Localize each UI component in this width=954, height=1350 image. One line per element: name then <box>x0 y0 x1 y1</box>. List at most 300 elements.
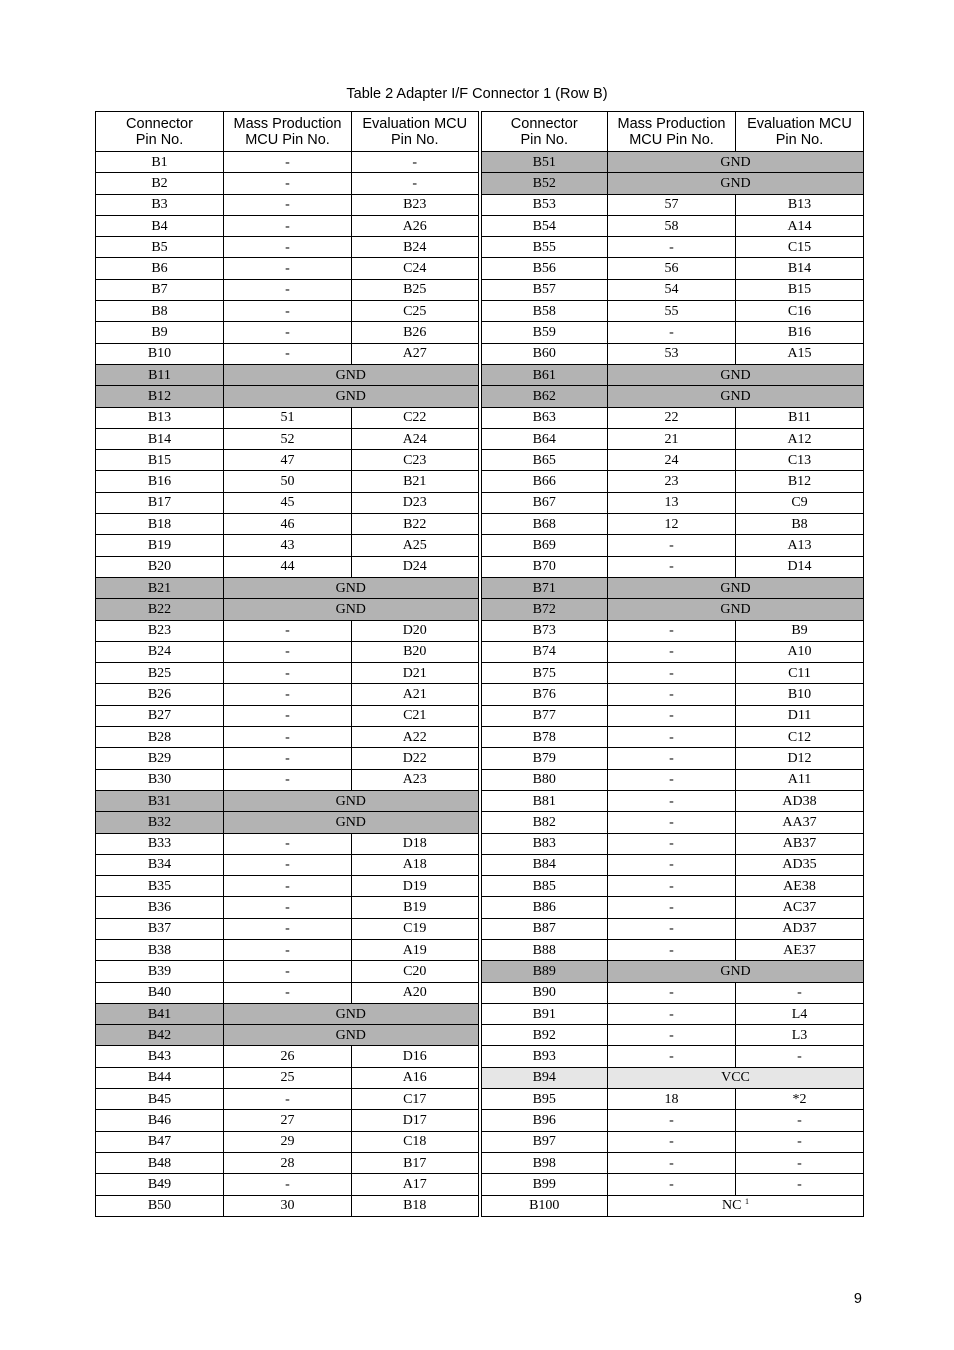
connector-pin-cell: B8 <box>96 301 224 322</box>
mass-production-pin-cell: - <box>608 237 736 258</box>
connector-pin-cell: B90 <box>480 982 608 1003</box>
mass-production-pin-cell: - <box>224 279 352 300</box>
table-row <box>96 279 864 300</box>
connector-pin-cell: B87 <box>480 918 608 939</box>
mass-production-pin-cell: - <box>224 322 352 343</box>
evaluation-mcu-pin-cell: B26 <box>352 322 480 343</box>
connector-pin-cell: B35 <box>96 876 224 897</box>
mass-production-pin-cell: - <box>608 939 736 960</box>
mass-production-pin-cell: - <box>224 684 352 705</box>
mass-production-pin-cell: 46 <box>224 514 352 535</box>
evaluation-mcu-pin-cell: D16 <box>352 1046 480 1067</box>
evaluation-mcu-pin-cell: C9 <box>736 492 864 513</box>
mass-production-pin-cell: - <box>224 258 352 279</box>
connector-pin-cell: B25 <box>96 663 224 684</box>
mass-production-pin-cell: 45 <box>224 492 352 513</box>
connector-pin-cell: B32 <box>96 812 224 833</box>
ground-span-cell: GND <box>224 1025 480 1046</box>
table-row <box>96 343 864 364</box>
mass-production-pin-cell: - <box>224 982 352 1003</box>
connector-pin-cell: B64 <box>480 428 608 449</box>
mass-production-pin-cell: 51 <box>224 407 352 428</box>
mass-production-pin-cell: - <box>608 769 736 790</box>
connector-pin-cell: B24 <box>96 641 224 662</box>
connector-pin-cell: B6 <box>96 258 224 279</box>
header-evaluation-mcu-right: Evaluation MCU Pin No. <box>736 112 864 152</box>
mass-production-pin-cell: 22 <box>608 407 736 428</box>
table-row <box>96 1089 864 1110</box>
mass-production-pin-cell: - <box>224 854 352 875</box>
connector-pin-cell: B78 <box>480 727 608 748</box>
connector-pin-cell: B89 <box>480 961 608 982</box>
connector-pin-cell: B84 <box>480 854 608 875</box>
connector-pin-cell: B80 <box>480 769 608 790</box>
mass-production-pin-cell: - <box>608 641 736 662</box>
connector-pin-cell: B42 <box>96 1025 224 1046</box>
header-evaluation-mcu-left: Evaluation MCU Pin No. <box>352 112 480 152</box>
table-row <box>96 407 864 428</box>
table-row <box>96 1195 864 1216</box>
header-connector-pin-right: Connector Pin No. <box>480 112 608 152</box>
mass-production-pin-cell: - <box>608 876 736 897</box>
evaluation-mcu-pin-cell: C19 <box>352 918 480 939</box>
evaluation-mcu-pin-cell: C25 <box>352 301 480 322</box>
connector-pin-cell: B58 <box>480 301 608 322</box>
evaluation-mcu-pin-cell: - <box>736 1152 864 1173</box>
mass-production-pin-cell: - <box>224 769 352 790</box>
evaluation-mcu-pin-cell: B8 <box>736 514 864 535</box>
evaluation-mcu-pin-cell: D11 <box>736 705 864 726</box>
evaluation-mcu-pin-cell: D20 <box>352 620 480 641</box>
mass-production-pin-cell: - <box>608 705 736 726</box>
ground-span-cell: GND <box>224 812 480 833</box>
evaluation-mcu-pin-cell: L3 <box>736 1025 864 1046</box>
connector-pin-cell: B39 <box>96 961 224 982</box>
connector-pin-cell: B46 <box>96 1110 224 1131</box>
table-row <box>96 535 864 556</box>
connector-pin-cell: B38 <box>96 939 224 960</box>
mass-production-pin-cell: - <box>224 343 352 364</box>
table-row <box>96 727 864 748</box>
table-row <box>96 854 864 875</box>
mass-production-pin-cell: - <box>608 982 736 1003</box>
evaluation-mcu-pin-cell: C13 <box>736 450 864 471</box>
mass-production-pin-cell: - <box>608 1152 736 1173</box>
evaluation-mcu-pin-cell: B16 <box>736 322 864 343</box>
table-row <box>96 1131 864 1152</box>
connector-pin-cell: B33 <box>96 833 224 854</box>
mass-production-pin-cell: - <box>608 535 736 556</box>
evaluation-mcu-pin-cell: C11 <box>736 663 864 684</box>
mass-production-pin-cell: - <box>608 556 736 577</box>
connector-pin-cell: B3 <box>96 194 224 215</box>
connector-pin-cell: B14 <box>96 428 224 449</box>
mass-production-pin-cell: - <box>224 748 352 769</box>
evaluation-mcu-pin-cell: C22 <box>352 407 480 428</box>
evaluation-mcu-pin-cell: - <box>736 1110 864 1131</box>
mass-production-pin-cell: - <box>224 705 352 726</box>
connector-pin-cell: B74 <box>480 641 608 662</box>
evaluation-mcu-pin-cell: AB37 <box>736 833 864 854</box>
connector-pin-cell: B95 <box>480 1089 608 1110</box>
connector-pin-cell: B55 <box>480 237 608 258</box>
evaluation-mcu-pin-cell: D24 <box>352 556 480 577</box>
table-row <box>96 1110 864 1131</box>
connector-pin-cell: B86 <box>480 897 608 918</box>
connector-pin-cell: B53 <box>480 194 608 215</box>
evaluation-mcu-pin-cell: B20 <box>352 641 480 662</box>
connector-pin-cell: B20 <box>96 556 224 577</box>
connector-pin-cell: B56 <box>480 258 608 279</box>
evaluation-mcu-pin-cell: A13 <box>736 535 864 556</box>
connector-pin-cell: B61 <box>480 364 608 385</box>
evaluation-mcu-pin-cell: A12 <box>736 428 864 449</box>
connector-pin-cell: B47 <box>96 1131 224 1152</box>
mass-production-pin-cell: - <box>608 620 736 641</box>
connector-pin-cell: B45 <box>96 1089 224 1110</box>
connector-pin-cell: B11 <box>96 364 224 385</box>
mass-production-pin-cell: - <box>224 641 352 662</box>
footnote-marker: 1 <box>744 1197 749 1207</box>
table-row <box>96 173 864 194</box>
mass-production-pin-cell: 12 <box>608 514 736 535</box>
evaluation-mcu-pin-cell: B11 <box>736 407 864 428</box>
connector-pin-cell: B93 <box>480 1046 608 1067</box>
table-row <box>96 769 864 790</box>
connector-pin-cell: B77 <box>480 705 608 726</box>
evaluation-mcu-pin-cell: A11 <box>736 769 864 790</box>
mass-production-pin-cell: - <box>608 748 736 769</box>
evaluation-mcu-pin-cell: AD38 <box>736 790 864 811</box>
evaluation-mcu-pin-cell: A25 <box>352 535 480 556</box>
mass-production-pin-cell: - <box>608 727 736 748</box>
evaluation-mcu-pin-cell: A10 <box>736 641 864 662</box>
evaluation-mcu-pin-cell: - <box>352 173 480 194</box>
mass-production-pin-cell: - <box>224 961 352 982</box>
evaluation-mcu-pin-cell: B10 <box>736 684 864 705</box>
mass-production-pin-cell: 44 <box>224 556 352 577</box>
evaluation-mcu-pin-cell: A27 <box>352 343 480 364</box>
connector-pin-cell: B62 <box>480 386 608 407</box>
mass-production-pin-cell: - <box>224 663 352 684</box>
connector-pin-cell: B23 <box>96 620 224 641</box>
evaluation-mcu-pin-cell: C15 <box>736 237 864 258</box>
evaluation-mcu-pin-cell: C12 <box>736 727 864 748</box>
evaluation-mcu-pin-cell: C20 <box>352 961 480 982</box>
connector-pin-cell: B59 <box>480 322 608 343</box>
mass-production-pin-cell: 26 <box>224 1046 352 1067</box>
connector-pin-cell: B18 <box>96 514 224 535</box>
connector-pin-cell: B16 <box>96 471 224 492</box>
table-row <box>96 918 864 939</box>
connector-pin-cell: B88 <box>480 939 608 960</box>
mass-production-pin-cell: 53 <box>608 343 736 364</box>
connector-pin-cell: B79 <box>480 748 608 769</box>
mass-production-pin-cell: 21 <box>608 428 736 449</box>
mass-production-pin-cell: - <box>608 1174 736 1195</box>
nc-span-cell <box>608 1195 864 1216</box>
evaluation-mcu-pin-cell: C16 <box>736 301 864 322</box>
evaluation-mcu-pin-cell: A19 <box>352 939 480 960</box>
table-row <box>96 982 864 1003</box>
evaluation-mcu-pin-cell: B23 <box>352 194 480 215</box>
connector-pin-cell: B9 <box>96 322 224 343</box>
evaluation-mcu-pin-cell: - <box>736 1174 864 1195</box>
evaluation-mcu-pin-cell: C18 <box>352 1131 480 1152</box>
connector-pin-cell: B7 <box>96 279 224 300</box>
ground-span-cell: GND <box>224 790 480 811</box>
mass-production-pin-cell: - <box>224 939 352 960</box>
mass-production-pin-cell: - <box>608 812 736 833</box>
table-row <box>96 748 864 769</box>
connector-pin-cell: B2 <box>96 173 224 194</box>
page-number: 9 <box>853 1291 862 1307</box>
evaluation-mcu-pin-cell: B18 <box>352 1195 480 1216</box>
header-mass-production-right: Mass Production MCU Pin No. <box>608 112 736 152</box>
evaluation-mcu-pin-cell: D14 <box>736 556 864 577</box>
connector-pin-cell: B81 <box>480 790 608 811</box>
table-row <box>96 1046 864 1067</box>
connector-pin-cell: B54 <box>480 215 608 236</box>
evaluation-mcu-pin-cell: B14 <box>736 258 864 279</box>
evaluation-mcu-pin-cell: B19 <box>352 897 480 918</box>
mass-production-pin-cell: 57 <box>608 194 736 215</box>
connector-pin-cell: B60 <box>480 343 608 364</box>
mass-production-pin-cell: - <box>608 897 736 918</box>
table-row <box>96 322 864 343</box>
connector-pin-cell: B34 <box>96 854 224 875</box>
connector-pin-cell: B36 <box>96 897 224 918</box>
connector-pin-cell: B1 <box>96 152 224 173</box>
mass-production-pin-cell: 28 <box>224 1152 352 1173</box>
mass-production-pin-cell: - <box>224 301 352 322</box>
evaluation-mcu-pin-cell: D17 <box>352 1110 480 1131</box>
ground-span-cell: GND <box>224 364 480 385</box>
connector-pin-cell: B29 <box>96 748 224 769</box>
power-span-cell: VCC <box>608 1067 864 1088</box>
table-row <box>96 599 864 620</box>
connector-pin-cell: B99 <box>480 1174 608 1195</box>
table-row <box>96 961 864 982</box>
evaluation-mcu-pin-cell: *2 <box>736 1089 864 1110</box>
evaluation-mcu-pin-cell: - <box>736 982 864 1003</box>
mass-production-pin-cell: 56 <box>608 258 736 279</box>
table-row <box>96 641 864 662</box>
ground-span-cell: GND <box>224 386 480 407</box>
evaluation-mcu-pin-cell: C23 <box>352 450 480 471</box>
mass-production-pin-cell: 30 <box>224 1195 352 1216</box>
mass-production-pin-cell: - <box>608 854 736 875</box>
ground-span-cell: GND <box>608 364 864 385</box>
table-row <box>96 215 864 236</box>
connector-pin-cell: B28 <box>96 727 224 748</box>
connector-pin-cell: B44 <box>96 1067 224 1088</box>
evaluation-mcu-pin-cell: C17 <box>352 1089 480 1110</box>
connector-pin-cell: B4 <box>96 215 224 236</box>
connector-pin-cell: B98 <box>480 1152 608 1173</box>
connector-pin-cell: B26 <box>96 684 224 705</box>
evaluation-mcu-pin-cell: A26 <box>352 215 480 236</box>
connector-pin-cell: B100 <box>480 1195 608 1216</box>
mass-production-pin-cell: 29 <box>224 1131 352 1152</box>
connector-pin-cell: B21 <box>96 577 224 598</box>
connector-pin-cell: B50 <box>96 1195 224 1216</box>
connector-pin-cell: B19 <box>96 535 224 556</box>
mass-production-pin-cell: - <box>608 1003 736 1024</box>
connector-pin-cell: B65 <box>480 450 608 471</box>
table-caption: Table 2 Adapter I/F Connector 1 (Row B) <box>346 86 608 102</box>
mass-production-pin-cell: - <box>224 173 352 194</box>
evaluation-mcu-pin-cell: B17 <box>352 1152 480 1173</box>
mass-production-pin-cell: - <box>224 727 352 748</box>
table-row <box>96 812 864 833</box>
ground-span-cell: GND <box>224 577 480 598</box>
evaluation-mcu-pin-cell: - <box>736 1046 864 1067</box>
ground-span-cell: GND <box>608 386 864 407</box>
evaluation-mcu-pin-cell: A20 <box>352 982 480 1003</box>
table-row <box>96 258 864 279</box>
connector-pin-cell: B67 <box>480 492 608 513</box>
ground-span-cell: GND <box>608 599 864 620</box>
connector-pin-cell: B73 <box>480 620 608 641</box>
connector-pin-cell: B83 <box>480 833 608 854</box>
header-mass-production-left: Mass Production MCU Pin No. <box>224 112 352 152</box>
evaluation-mcu-pin-cell: A24 <box>352 428 480 449</box>
connector-pin-cell: B70 <box>480 556 608 577</box>
mass-production-pin-cell: 54 <box>608 279 736 300</box>
evaluation-mcu-pin-cell: B24 <box>352 237 480 258</box>
table-row <box>96 1003 864 1024</box>
mass-production-pin-cell: - <box>608 1046 736 1067</box>
table-row <box>96 237 864 258</box>
evaluation-mcu-pin-cell: A21 <box>352 684 480 705</box>
evaluation-mcu-pin-cell: AA37 <box>736 812 864 833</box>
table-row <box>96 939 864 960</box>
connector-pin-cell: B68 <box>480 514 608 535</box>
mass-production-pin-cell: - <box>224 215 352 236</box>
mass-production-pin-cell: - <box>224 194 352 215</box>
connector-pin-cell: B52 <box>480 173 608 194</box>
connector-pin-cell: B94 <box>480 1067 608 1088</box>
mass-production-pin-cell: 47 <box>224 450 352 471</box>
table-row <box>96 876 864 897</box>
table-header-row <box>96 112 864 152</box>
table-body <box>96 152 864 1217</box>
evaluation-mcu-pin-cell: B9 <box>736 620 864 641</box>
connector-pin-cell: B57 <box>480 279 608 300</box>
connector-pin-cell: B82 <box>480 812 608 833</box>
connector-pin-cell: B10 <box>96 343 224 364</box>
connector-pin-cell: B71 <box>480 577 608 598</box>
evaluation-mcu-pin-cell: A18 <box>352 854 480 875</box>
connector-pin-cell: B37 <box>96 918 224 939</box>
connector-pin-cell: B72 <box>480 599 608 620</box>
ground-span-cell: GND <box>608 961 864 982</box>
ground-span-cell: GND <box>224 1003 480 1024</box>
mass-production-pin-cell: - <box>608 1025 736 1046</box>
mass-production-pin-cell: - <box>224 1174 352 1195</box>
table-row <box>96 364 864 385</box>
evaluation-mcu-pin-cell: A15 <box>736 343 864 364</box>
mass-production-pin-cell: 18 <box>608 1089 736 1110</box>
connector-pin-cell: B76 <box>480 684 608 705</box>
evaluation-mcu-pin-cell: D21 <box>352 663 480 684</box>
evaluation-mcu-pin-cell: D12 <box>736 748 864 769</box>
connector-pin-cell: B75 <box>480 663 608 684</box>
mass-production-pin-cell: - <box>608 1110 736 1131</box>
evaluation-mcu-pin-cell: B25 <box>352 279 480 300</box>
table-row <box>96 556 864 577</box>
mass-production-pin-cell: 58 <box>608 215 736 236</box>
table-row <box>96 705 864 726</box>
connector-pin-cell: B31 <box>96 790 224 811</box>
connector-pin-cell: B17 <box>96 492 224 513</box>
mass-production-pin-cell: - <box>224 152 352 173</box>
mass-production-pin-cell: - <box>224 833 352 854</box>
table-row <box>96 833 864 854</box>
table-row <box>96 152 864 173</box>
table-row <box>96 663 864 684</box>
mass-production-pin-cell: - <box>608 684 736 705</box>
evaluation-mcu-pin-cell: B13 <box>736 194 864 215</box>
table-row <box>96 450 864 471</box>
evaluation-mcu-pin-cell: D23 <box>352 492 480 513</box>
table-row <box>96 428 864 449</box>
header-connector-pin-left: Connector Pin No. <box>96 112 224 152</box>
pin-assignment-table <box>95 111 864 1217</box>
connector-pin-cell: B63 <box>480 407 608 428</box>
connector-pin-cell: B30 <box>96 769 224 790</box>
mass-production-pin-cell: - <box>608 833 736 854</box>
mass-production-pin-cell: 43 <box>224 535 352 556</box>
evaluation-mcu-pin-cell: AE37 <box>736 939 864 960</box>
table-row <box>96 386 864 407</box>
ground-span-cell: GND <box>608 577 864 598</box>
mass-production-pin-cell: 52 <box>224 428 352 449</box>
connector-pin-cell: B66 <box>480 471 608 492</box>
connector-pin-cell: B5 <box>96 237 224 258</box>
connector-pin-cell: B91 <box>480 1003 608 1024</box>
mass-production-pin-cell: - <box>224 918 352 939</box>
connector-pin-cell: B43 <box>96 1046 224 1067</box>
connector-pin-cell: B69 <box>480 535 608 556</box>
connector-pin-cell: B92 <box>480 1025 608 1046</box>
table-row <box>96 301 864 322</box>
ground-span-cell: GND <box>608 173 864 194</box>
evaluation-mcu-pin-cell: B12 <box>736 471 864 492</box>
connector-pin-cell: B27 <box>96 705 224 726</box>
connector-pin-cell: B85 <box>480 876 608 897</box>
evaluation-mcu-pin-cell: A23 <box>352 769 480 790</box>
mass-production-pin-cell: - <box>224 897 352 918</box>
evaluation-mcu-pin-cell: - <box>736 1131 864 1152</box>
evaluation-mcu-pin-cell: C21 <box>352 705 480 726</box>
evaluation-mcu-pin-cell: AD37 <box>736 918 864 939</box>
table-row <box>96 1025 864 1046</box>
evaluation-mcu-pin-cell: B22 <box>352 514 480 535</box>
mass-production-pin-cell: 50 <box>224 471 352 492</box>
nc-label: NC <box>722 1198 742 1214</box>
table-row <box>96 1067 864 1088</box>
evaluation-mcu-pin-cell: D19 <box>352 876 480 897</box>
mass-production-pin-cell: 24 <box>608 450 736 471</box>
table-row <box>96 194 864 215</box>
table-row <box>96 1152 864 1173</box>
connector-pin-cell: B40 <box>96 982 224 1003</box>
evaluation-mcu-pin-cell: AD35 <box>736 854 864 875</box>
evaluation-mcu-pin-cell: B21 <box>352 471 480 492</box>
mass-production-pin-cell: - <box>608 790 736 811</box>
